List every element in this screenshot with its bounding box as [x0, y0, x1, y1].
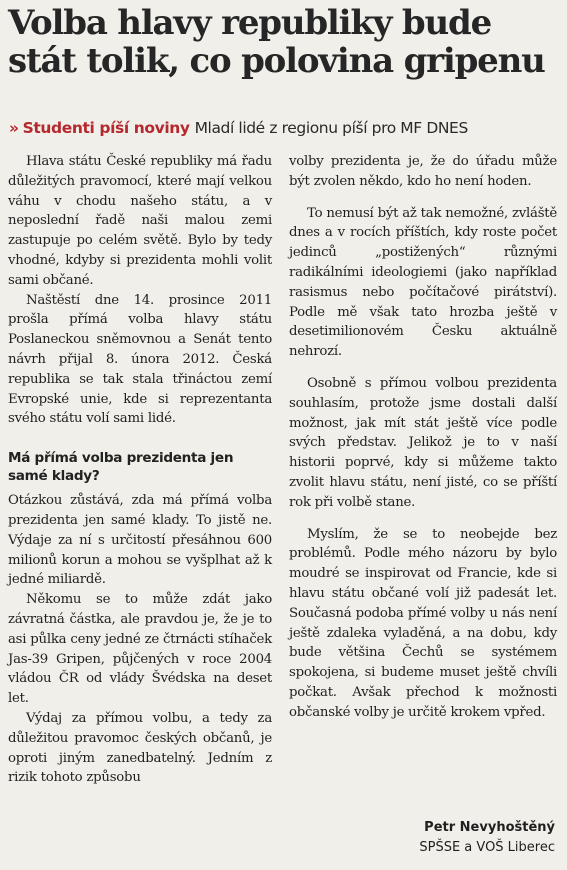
- paragraph: Osobně s přímou volbou prezidenta souhlasím, protože jsme dostali další možnost, jak mít stát ještě více podle svých představ. Jelikož je to v naší historii poprvé, kdy si můžeme takto zvolit hlavu státu, není jisté, co se příští rok při volbě stane.: [289, 375, 557, 510]
- author-signature: [419, 818, 555, 858]
- headline: Volba hlavy republiky bude stát tolik, co polovina gripenu: [8, 3, 545, 81]
- author-name: Petr Nevyhoštěný: [424, 820, 555, 835]
- paragraph: Naštěstí dne 14. prosince 2011 prošla přímá volba hlavy státu Poslaneckou sněmovnou a Senát tento návrh přijal 8. února 2012. Česká republika se tak stala třináctou zemí Evropské unie, kde si reprezentanta svého státu volí sami lidé.: [8, 292, 272, 427]
- left-column: [8, 152, 272, 788]
- paragraph-gap: [289, 192, 557, 204]
- deck-text: Mladí lidé z regionu píší pro MF DNES: [194, 119, 468, 137]
- paragraph: Hlava státu České republiky má řadu důležitých pravomocí, které mají velkou váhu v chodu našeho státu, a v neposlední řadě naši malou zemi zastupuje po celém světě. Bylo by tedy vhodné, kdyby si prezidenta mohli volit sami občané.: [8, 154, 272, 288]
- paragraph: Výdaj za přímou volbu, a tedy za důležitou pravomoc českých občanů, je oproti jiným zanedbatelný. Jedním z rizik tohoto způsobu: [8, 710, 272, 786]
- paragraph: volby prezidenta je, že do úřadu může být zvolen někdo, kdo ho není hoden.: [289, 154, 557, 189]
- kicker: [9, 119, 565, 137]
- double-chevron-icon: »: [9, 119, 19, 137]
- paragraph-gap: [289, 513, 557, 525]
- subheading: Má přímá volba prezidenta jen samé klady?: [8, 450, 234, 485]
- paragraph: Otázkou zůstává, zda má přímá volba prezidenta jen samé klady. To jistě ne. Výdaje za ní s určitostí přesáhnou 600 milionů korun a mohou se vyšplhat až k jedné miliardě.: [8, 493, 272, 588]
- paragraph: To nemusí být až tak nemožné, zvláště dnes a v rocích příštích, kdy roste počet jedinců „postižených“ různými radikálními ideologiemi (jako například rasismus nebo počítačové pirátství). Podle mě však tato hrozba ještě v desetimilionovém Česku aktuálně nehrozí.: [289, 205, 557, 360]
- paragraph: Myslím, že se to neobejde bez problémů. Podle mého názoru by bylo moudré se inspirovat od Francie, kde si hlavu státu občané volí již padesát let. Současná podoba přímé volby u nás není ještě zdaleka vyladěná, a na dobu, kdy bude většina Čechů se systémem spokojena, si budeme muset ještě chvíli počkat. Avšak přechod k možnosti občanské volby je určitě krokem vpřed.: [289, 526, 557, 720]
- paragraph-gap: [289, 362, 557, 374]
- paragraph: Někomu se to může zdát jako závratná částka, ale pravdou je, že je to asi půlka ceny jedné ze čtrnácti stíhaček Jas-39 Gripen, půjčených v roce 2004 vládou ČR od vlády Švédska na deset let.: [8, 592, 272, 707]
- rubric-label: Studenti píší noviny: [22, 119, 190, 137]
- right-column: [289, 152, 557, 723]
- author-affiliation: SPŠSE a VOŠ Liberec: [419, 840, 555, 855]
